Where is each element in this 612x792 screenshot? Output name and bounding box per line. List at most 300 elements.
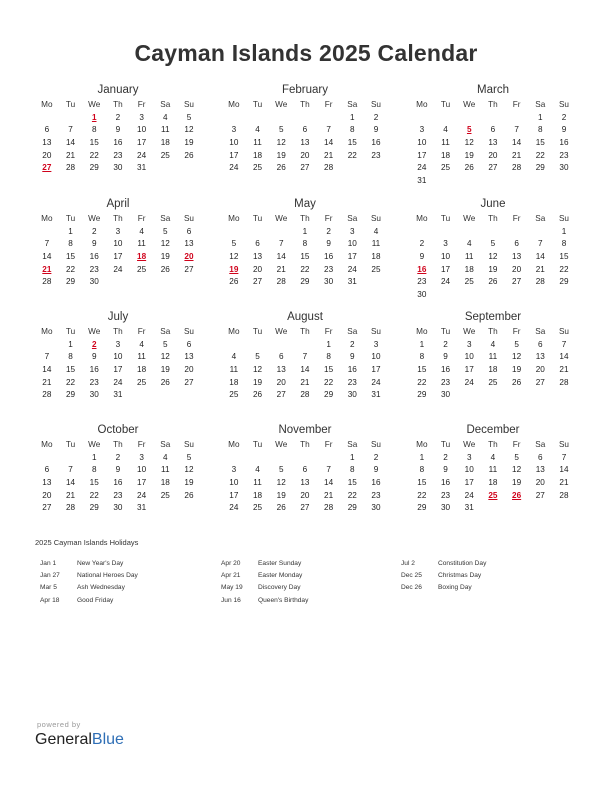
day: 8 xyxy=(419,352,425,362)
day: 22 xyxy=(65,377,76,387)
weekday-header: Sa xyxy=(535,327,546,336)
holiday-day: 2 xyxy=(91,339,97,349)
day: 11 xyxy=(488,352,498,362)
day: 29 xyxy=(535,163,545,173)
day: 12 xyxy=(229,252,239,262)
day: 20 xyxy=(252,264,263,274)
month-days-grid xyxy=(222,439,388,515)
day: 28 xyxy=(324,503,334,513)
day: 2 xyxy=(443,339,448,349)
day: 20 xyxy=(276,377,286,387)
day: 1 xyxy=(302,226,308,236)
day: 30 xyxy=(371,503,381,513)
day: 3 xyxy=(373,339,379,349)
weekday-header: Su xyxy=(370,440,381,449)
day: 19 xyxy=(276,490,286,500)
brand-blue: Blue xyxy=(91,731,124,748)
day: 15 xyxy=(89,478,99,488)
weekday-header: Mo xyxy=(416,440,428,449)
day: 1 xyxy=(419,452,425,462)
day: 3 xyxy=(231,465,237,475)
day: 16 xyxy=(371,478,381,488)
day: 30 xyxy=(113,163,123,173)
day: 22 xyxy=(347,490,357,500)
weekday-header: We xyxy=(463,327,476,336)
day: 4 xyxy=(139,339,144,349)
day: 10 xyxy=(113,239,123,249)
day: 14 xyxy=(65,138,76,148)
day: 19 xyxy=(464,150,474,160)
weekday-header: We xyxy=(88,440,101,449)
weekday-header: Th xyxy=(488,327,498,336)
day: 17 xyxy=(137,138,147,148)
day: 18 xyxy=(160,138,170,148)
day: 30 xyxy=(559,163,569,173)
day: 9 xyxy=(350,352,355,362)
day: 13 xyxy=(184,352,194,362)
month-name: May xyxy=(294,198,316,210)
holiday-name: Queen's Birthday xyxy=(258,596,309,604)
weekday-header: Su xyxy=(183,100,194,109)
day: 24 xyxy=(440,277,451,287)
day: 18 xyxy=(252,150,263,160)
day: 15 xyxy=(347,478,357,488)
month-days-grid xyxy=(222,326,388,402)
day: 27 xyxy=(512,277,522,287)
month-february xyxy=(222,83,388,175)
day: 3 xyxy=(466,339,472,349)
month-september xyxy=(410,310,576,402)
day: 30 xyxy=(440,503,451,513)
day: 15 xyxy=(89,138,99,148)
day: 3 xyxy=(350,226,355,236)
day: 27 xyxy=(184,264,194,274)
weekday-header: Th xyxy=(488,440,498,449)
day: 31 xyxy=(137,163,147,173)
day: 3 xyxy=(139,112,144,122)
holiday-day: 27 xyxy=(42,163,52,173)
holiday-date: Apr 21 xyxy=(221,572,241,580)
day: 14 xyxy=(65,478,76,488)
day: 8 xyxy=(68,352,73,362)
day: 20 xyxy=(535,365,545,375)
day: 15 xyxy=(535,138,545,148)
day: 31 xyxy=(464,503,474,513)
holiday-item xyxy=(221,570,308,582)
weekday-header: We xyxy=(463,440,476,449)
weekday-header: Mo xyxy=(228,440,240,449)
month-days-grid xyxy=(35,439,201,515)
day: 11 xyxy=(464,252,474,262)
day: 1 xyxy=(561,226,567,236)
day: 4 xyxy=(163,112,168,122)
day: 16 xyxy=(113,138,123,148)
day: 3 xyxy=(466,452,472,462)
day: 7 xyxy=(44,239,50,249)
weekday-header: Su xyxy=(183,327,194,336)
day: 6 xyxy=(302,125,308,135)
day: 29 xyxy=(347,503,357,513)
weekday-header: Th xyxy=(300,327,310,336)
weekday-header: Th xyxy=(113,327,123,336)
day: 26 xyxy=(488,277,498,287)
weekday-header: Sa xyxy=(347,214,358,223)
holiday-item xyxy=(401,558,486,570)
day: 3 xyxy=(419,125,425,135)
month-march xyxy=(410,83,576,188)
day: 7 xyxy=(538,239,543,249)
day: 21 xyxy=(324,490,334,500)
holiday-day: 20 xyxy=(184,252,194,262)
holiday-name: Christmas Day xyxy=(438,572,482,580)
month-days-grid xyxy=(410,213,576,302)
day: 24 xyxy=(229,503,239,513)
day: 21 xyxy=(65,150,76,160)
weekday-header: Th xyxy=(300,440,310,449)
day: 11 xyxy=(137,352,146,362)
day: 17 xyxy=(464,478,474,488)
day: 12 xyxy=(184,125,194,135)
day: 30 xyxy=(89,277,99,287)
holiday-date: Jan 27 xyxy=(40,572,60,580)
day: 15 xyxy=(417,478,427,488)
day: 22 xyxy=(89,490,99,500)
month-days-grid xyxy=(410,326,576,402)
weekday-header: Sa xyxy=(347,100,358,109)
day: 25 xyxy=(488,377,498,387)
day: 16 xyxy=(440,365,451,375)
day: 5 xyxy=(278,125,284,135)
day: 17 xyxy=(113,252,123,262)
day: 26 xyxy=(229,277,239,287)
day: 6 xyxy=(44,465,50,475)
holiday-name: Good Friday xyxy=(77,596,114,604)
day: 26 xyxy=(184,490,194,500)
day: 27 xyxy=(252,277,263,287)
weekday-header: Tu xyxy=(440,100,451,109)
weekday-header: Sa xyxy=(160,327,171,336)
day: 3 xyxy=(115,339,121,349)
day: 4 xyxy=(373,226,379,236)
day: 23 xyxy=(347,377,357,387)
empty-day xyxy=(434,226,458,239)
day: 14 xyxy=(42,365,52,375)
holiday-item xyxy=(40,582,138,594)
holiday-item xyxy=(221,558,308,570)
day: 21 xyxy=(559,365,569,375)
day: 24 xyxy=(229,163,239,173)
day: 26 xyxy=(276,163,286,173)
weekday-header: We xyxy=(275,440,288,449)
day: 6 xyxy=(490,125,496,135)
month-days-grid xyxy=(222,99,388,175)
day: 26 xyxy=(512,377,522,387)
day: 29 xyxy=(559,277,569,287)
month-april xyxy=(35,197,201,289)
day: 6 xyxy=(44,125,50,135)
day: 11 xyxy=(253,478,262,488)
empty-day xyxy=(222,452,246,465)
empty-day xyxy=(410,226,434,239)
day: 30 xyxy=(113,503,123,513)
day: 11 xyxy=(137,239,146,249)
day: 22 xyxy=(300,264,310,274)
day: 12 xyxy=(464,138,474,148)
weekday-header: Fr xyxy=(512,100,521,109)
month-name: October xyxy=(97,424,139,436)
day: 6 xyxy=(538,339,543,349)
day: 7 xyxy=(68,465,73,475)
holiday-day: 18 xyxy=(137,252,147,262)
holiday-name: Discovery Day xyxy=(258,584,301,592)
day: 9 xyxy=(91,352,97,362)
weekday-header: Mo xyxy=(41,327,53,336)
day: 23 xyxy=(440,377,451,387)
holidays-title: 2025 Cayman Islands Holidays xyxy=(35,538,139,547)
day: 5 xyxy=(186,112,192,122)
day: 25 xyxy=(440,163,451,173)
day: 29 xyxy=(65,390,76,400)
holiday-name: New Year's Day xyxy=(77,560,124,567)
day: 23 xyxy=(113,490,123,500)
month-name: July xyxy=(107,311,129,323)
day: 12 xyxy=(160,352,170,362)
day: 8 xyxy=(561,239,567,249)
day: 23 xyxy=(371,150,381,160)
day: 1 xyxy=(350,452,355,462)
month-days-grid xyxy=(35,99,201,175)
day: 19 xyxy=(252,377,263,387)
holiday-item xyxy=(221,582,308,594)
day: 29 xyxy=(417,390,427,400)
day: 12 xyxy=(512,465,522,475)
day: 22 xyxy=(417,377,427,387)
day: 25 xyxy=(229,390,239,400)
day: 14 xyxy=(535,252,545,262)
day: 1 xyxy=(68,226,73,236)
day: 24 xyxy=(137,490,147,500)
day: 25 xyxy=(137,377,147,387)
day: 27 xyxy=(488,163,498,173)
day: 27 xyxy=(300,503,310,513)
day: 16 xyxy=(324,252,334,262)
day: 18 xyxy=(252,490,263,500)
day: 14 xyxy=(559,465,569,475)
weekday-header: Mo xyxy=(416,100,428,109)
holiday-date: May 19 xyxy=(221,584,243,592)
day: 2 xyxy=(115,452,121,462)
holiday-item xyxy=(401,582,486,594)
holiday-name: Easter Monday xyxy=(258,572,303,580)
day: 9 xyxy=(443,352,448,362)
month-name: November xyxy=(278,424,332,436)
day: 5 xyxy=(514,452,519,462)
empty-day xyxy=(246,339,270,352)
day: 9 xyxy=(561,125,567,135)
weekday-header: Tu xyxy=(65,440,76,449)
day: 14 xyxy=(512,138,522,148)
day: 26 xyxy=(276,503,286,513)
day: 5 xyxy=(514,339,519,349)
month-november xyxy=(222,423,388,515)
day: 18 xyxy=(464,264,474,274)
month-july xyxy=(35,310,201,402)
day: 7 xyxy=(561,339,567,349)
day: 2 xyxy=(115,112,121,122)
weekday-header: Fr xyxy=(512,440,521,449)
weekday-header: Su xyxy=(558,100,569,109)
weekday-header: Tu xyxy=(65,100,76,109)
day: 5 xyxy=(186,452,192,462)
weekday-header: We xyxy=(275,100,288,109)
day: 27 xyxy=(42,503,52,513)
holiday-day: 25 xyxy=(488,490,498,500)
day: 8 xyxy=(302,239,308,249)
day: 22 xyxy=(324,377,334,387)
empty-day xyxy=(35,112,59,125)
day: 20 xyxy=(512,264,522,274)
day: 25 xyxy=(137,264,147,274)
day: 20 xyxy=(488,150,498,160)
weekday-header: Sa xyxy=(160,214,171,223)
day: 28 xyxy=(324,163,334,173)
holiday-date: Jan 1 xyxy=(40,560,57,567)
day: 8 xyxy=(91,465,97,475)
day: 10 xyxy=(417,138,427,148)
day: 24 xyxy=(417,163,427,173)
day: 7 xyxy=(326,125,331,135)
day: 16 xyxy=(89,365,99,375)
day: 10 xyxy=(113,352,123,362)
holiday-column xyxy=(221,558,308,607)
weekday-header: Th xyxy=(113,100,123,109)
empty-day xyxy=(246,112,270,125)
weekday-header: Mo xyxy=(41,440,53,449)
day: 20 xyxy=(42,150,52,160)
day: 21 xyxy=(512,150,522,160)
weekday-header: We xyxy=(463,100,476,109)
day: 13 xyxy=(512,252,522,262)
day: 21 xyxy=(300,377,310,387)
weekday-header: Th xyxy=(488,100,498,109)
holiday-item xyxy=(40,570,138,582)
weekday-header: Fr xyxy=(137,440,146,449)
day: 30 xyxy=(89,390,99,400)
day: 8 xyxy=(91,125,97,135)
day: 27 xyxy=(535,490,545,500)
day: 25 xyxy=(464,277,474,287)
weekday-header: Su xyxy=(558,327,569,336)
holiday-date: Jun 16 xyxy=(221,596,241,604)
weekday-header: Th xyxy=(300,214,310,223)
day: 2 xyxy=(419,239,425,249)
day: 6 xyxy=(255,239,260,249)
day: 6 xyxy=(538,452,543,462)
day: 11 xyxy=(229,365,239,375)
day: 13 xyxy=(535,352,545,362)
day: 30 xyxy=(347,390,357,400)
day: 30 xyxy=(440,390,451,400)
day: 2 xyxy=(91,226,97,236)
empty-day xyxy=(246,226,270,239)
day: 8 xyxy=(326,352,331,362)
day: 5 xyxy=(278,465,284,475)
weekday-header: Su xyxy=(558,214,569,223)
day: 29 xyxy=(324,390,334,400)
day: 13 xyxy=(42,138,52,148)
month-name: December xyxy=(466,424,520,436)
day: 2 xyxy=(373,112,379,122)
holiday-day: 1 xyxy=(91,112,97,122)
day: 25 xyxy=(252,503,263,513)
weekday-header: Tu xyxy=(252,100,263,109)
day: 17 xyxy=(440,264,451,274)
day: 31 xyxy=(417,176,427,186)
weekday-header: Th xyxy=(488,214,498,223)
day: 15 xyxy=(65,252,76,262)
day: 3 xyxy=(443,239,448,249)
day: 25 xyxy=(160,150,170,160)
day: 20 xyxy=(300,150,310,160)
holiday-date: Apr 18 xyxy=(40,596,60,604)
empty-day xyxy=(35,452,59,465)
holiday-item xyxy=(221,595,308,607)
day: 25 xyxy=(252,163,263,173)
day: 13 xyxy=(535,465,545,475)
day: 24 xyxy=(113,264,123,274)
empty-day xyxy=(293,112,317,125)
day: 6 xyxy=(302,465,308,475)
holiday-name: Constitution Day xyxy=(438,560,487,567)
day: 27 xyxy=(535,377,545,387)
weekday-header: Sa xyxy=(535,440,546,449)
weekday-header: Mo xyxy=(228,327,240,336)
day: 8 xyxy=(68,239,73,249)
day: 4 xyxy=(443,125,448,135)
day: 19 xyxy=(512,478,522,488)
holiday-day: 26 xyxy=(512,490,522,500)
day: 9 xyxy=(115,125,121,135)
day: 23 xyxy=(559,150,569,160)
day: 18 xyxy=(440,150,451,160)
day: 19 xyxy=(184,478,194,488)
day: 20 xyxy=(300,490,310,500)
empty-day xyxy=(269,339,293,352)
weekday-header: Sa xyxy=(535,100,546,109)
empty-day xyxy=(457,226,481,239)
day: 4 xyxy=(231,352,237,362)
day: 19 xyxy=(160,252,170,262)
day: 24 xyxy=(464,490,474,500)
day: 22 xyxy=(347,150,357,160)
day: 18 xyxy=(229,377,239,387)
day: 3 xyxy=(139,452,144,462)
day: 30 xyxy=(324,277,334,287)
day: 1 xyxy=(326,339,331,349)
generalblue-logo[interactable] xyxy=(35,731,124,749)
month-name: March xyxy=(477,84,509,96)
empty-day xyxy=(35,339,59,352)
day: 28 xyxy=(559,377,569,387)
weekday-header: We xyxy=(88,214,101,223)
day: 28 xyxy=(65,163,76,173)
weekday-header: Mo xyxy=(228,100,240,109)
holiday-day: 16 xyxy=(417,264,427,274)
day: 13 xyxy=(42,478,52,488)
weekday-header: Su xyxy=(558,440,569,449)
day: 7 xyxy=(68,125,73,135)
weekday-header: Th xyxy=(113,440,123,449)
